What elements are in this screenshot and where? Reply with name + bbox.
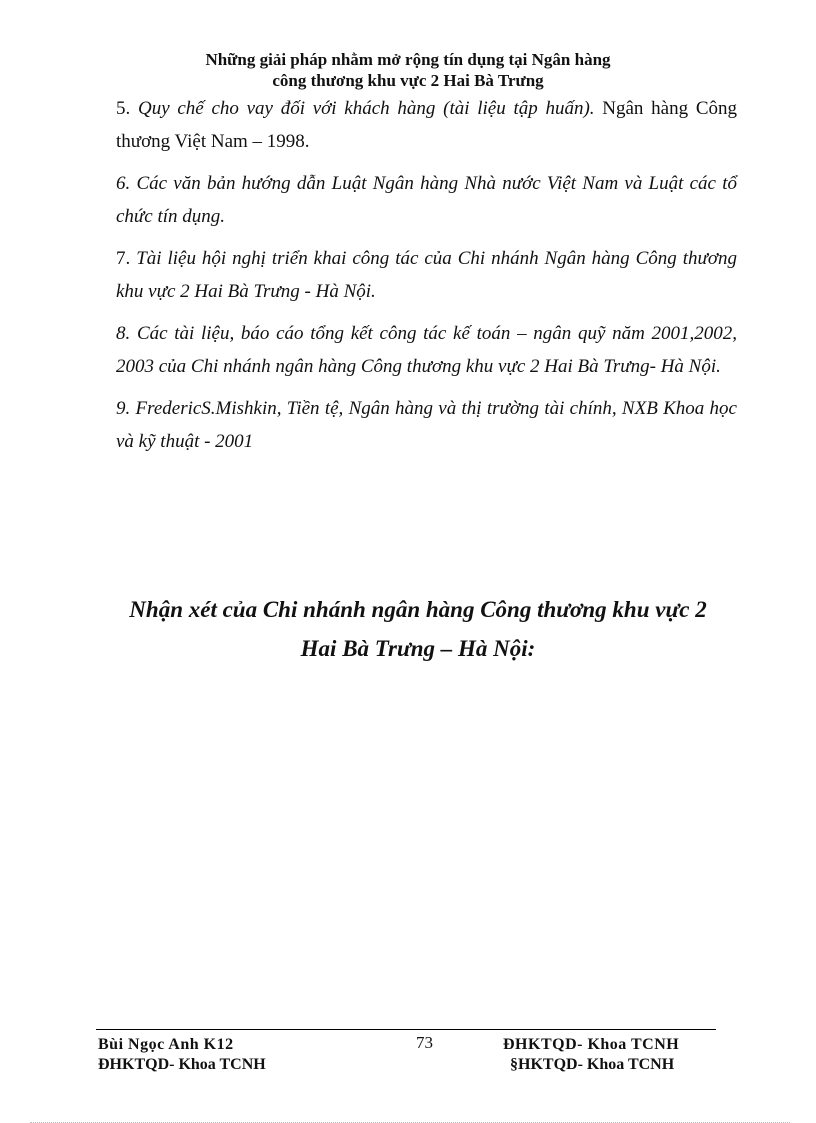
footer-school-left: ĐHKTQD- Khoa TCNH [98,1056,266,1073]
reference-item-5 [116,92,737,158]
reference-item-8: 8. Các tài liệu, báo cáo tổng kết công tác kế toán – ngân quỹ năm 2001,2002, 2003 của Chi nhánh ngân hàng Công thương khu vực 2 Hai Bà Trưng- Hà Nội. [116,323,737,377]
reference-number: 7. [116,248,131,269]
reference-title: Tài liệu hội nghị triển khai công tác của Chi nhánh Ngân hàng Công thương khu vực 2 Hai Bà Trưng - Hà Nội. [116,248,738,302]
reference-publisher: Ngân hàng Công thương Việt Nam – 1998. [116,98,737,152]
page-number: 73 [416,1033,433,1052]
footer-divider [96,1029,716,1030]
reference-item-7 [116,242,737,308]
header-title-line-1: Những giải pháp nhằm mở rộng tín dụng tại Ngân hàng [205,50,611,69]
section-title-line-1: Nhận xét của Chi nhánh ngân hàng Công thương khu vực 2 [129,597,707,622]
footer-school-right: ĐHKTQD- Khoa TCNH [503,1036,680,1053]
reference-list [116,92,737,467]
reference-number: 5. [116,98,131,119]
reference-title: Quy chế cho vay đối với khách hàng (tài liệu tập huấn). [137,98,595,119]
reference-item-6: 6. Các văn bản hướng dẫn Luật Ngân hàng Nhà nước Việt Nam và Luật các tổ chức tín dụng. [116,173,737,227]
footer-author: Bùi Ngọc Anh K12 [98,1036,234,1053]
footer-school-right-alt: §HKTQD- Khoa TCNH [510,1056,675,1073]
section-title-line-2: Hai Bà Trưng – Hà Nội: [300,636,536,661]
header-title-line-2: công thương khu vực 2 Hai Bà Trưng [272,71,544,90]
reference-item-9: 9. FredericS.Mishkin, Tiền tệ, Ngân hàng và thị trường tài chính, NXB Khoa học và kỹ thuật - 2001 [116,398,737,452]
